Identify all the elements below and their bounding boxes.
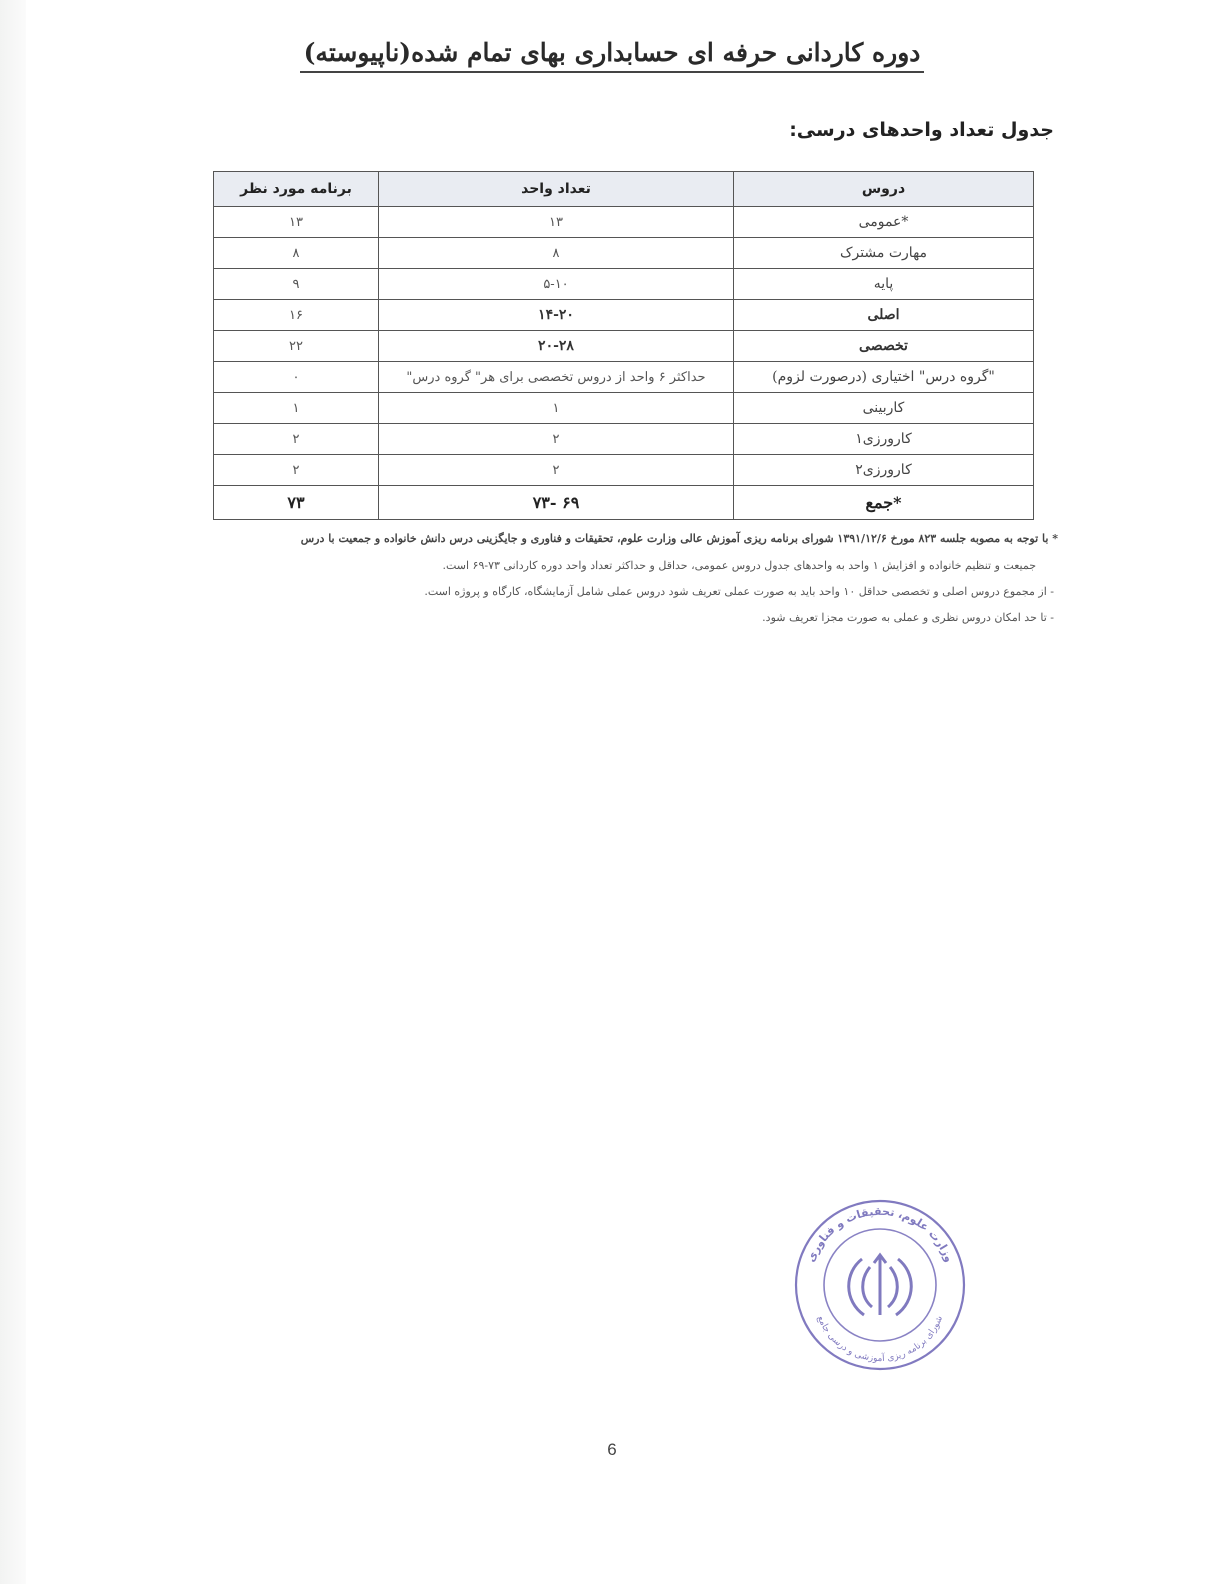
total-units-cell: ۶۹ -۷۳ (379, 486, 734, 520)
units-cell: ۸ (379, 238, 734, 269)
footnote-main-line1: * با توجه به مصوبه جلسه ۸۲۳ مورخ ۱۳۹۱/۱۲/۶ شورای برنامه ریزی آموزش عالی وزارت علوم، تحقیقات و فناوری و جایگزینی درس دانش خانواده و جمعیت با درس (300, 532, 1058, 545)
table-row (214, 300, 1034, 331)
course-cell: پایه (734, 269, 1034, 300)
course-cell: اصلی (734, 300, 1034, 331)
document-title: دوره کاردانی حرفه ای حسابداری بهای تمام شده(ناپیوسته) (300, 38, 925, 73)
units-cell: حداکثر ۶ واحد از دروس تخصصی برای هر" گروه درس" (379, 362, 734, 393)
table-row (214, 331, 1034, 362)
course-cell: مهارت مشترک (734, 238, 1034, 269)
footnote-bullet-2: - تا حد امکان دروس نظری و عملی به صورت مجزا تعریف شود. (762, 611, 1054, 624)
official-seal (792, 1197, 968, 1373)
page-number: 6 (607, 1440, 617, 1459)
table-row (214, 238, 1034, 269)
footnote-bullet-1: - از مجموع دروس اصلی و تخصصی حداقل ۱۰ واحد باید به صورت عملی تعریف شود دروس عملی شامل آزمایشگاه، کارگاه و پروژه است. (424, 585, 1054, 598)
total-program-cell: ۷۳ (214, 486, 379, 520)
header-units: تعداد واحد (379, 172, 734, 207)
units-cell: ۱۴-۲۰ (379, 300, 734, 331)
units-table (213, 171, 1034, 520)
scan-edge (0, 0, 26, 1584)
table-heading: جدول تعداد واحدهای درسی: (789, 119, 1054, 141)
program-cell: ۲ (214, 424, 379, 455)
emblem-icon (849, 1255, 912, 1315)
table-row (214, 455, 1034, 486)
units-cell: ۱ (379, 393, 734, 424)
table-row (214, 269, 1034, 300)
program-cell: ۹ (214, 269, 379, 300)
program-cell: ۱۳ (214, 207, 379, 238)
header-program: برنامه مورد نظر (214, 172, 379, 207)
course-cell: *عمومی (734, 207, 1034, 238)
course-cell: کاربینی (734, 393, 1034, 424)
table-row (214, 362, 1034, 393)
table-total-row (214, 486, 1034, 520)
seal-top-text: وزارت علوم، تحقیقات و فناوری (804, 1204, 956, 1264)
course-cell: تخصصی (734, 331, 1034, 362)
course-cell: "گروه درس" اختیاری (درصورت لزوم) (734, 362, 1034, 393)
units-cell: ۲ (379, 455, 734, 486)
program-cell: ۸ (214, 238, 379, 269)
footnotes (190, 525, 1058, 631)
document-title-wrap (0, 38, 1224, 73)
units-cell: ۱۳ (379, 207, 734, 238)
table-row (214, 207, 1034, 238)
program-cell: ۲ (214, 455, 379, 486)
program-cell: ۲۲ (214, 331, 379, 362)
table-row (214, 424, 1034, 455)
units-cell: ۲۰-۲۸ (379, 331, 734, 362)
table-header-row (214, 172, 1034, 207)
total-label-cell: *جمع (734, 486, 1034, 520)
table-row (214, 393, 1034, 424)
program-cell: ۱ (214, 393, 379, 424)
header-courses: دروس (734, 172, 1034, 207)
program-cell: ۱۶ (214, 300, 379, 331)
course-cell: کارورزی۲ (734, 455, 1034, 486)
footnote-main-line2: جمیعت و تنظیم خانواده و افزایش ۱ واحد به واحدهای جدول دروس عمومی، حداقل و حداکثر تعداد واحد دوره کاردانی ۷۳-۶۹ است. (442, 559, 1036, 572)
units-cell: ۲ (379, 424, 734, 455)
course-cell: کارورزی۱ (734, 424, 1034, 455)
program-cell: ۰ (214, 362, 379, 393)
units-cell: ۵-۱۰ (379, 269, 734, 300)
seal-bottom-text: شورای برنامه ریزی آموزشی و درسی جامع (815, 1314, 946, 1365)
